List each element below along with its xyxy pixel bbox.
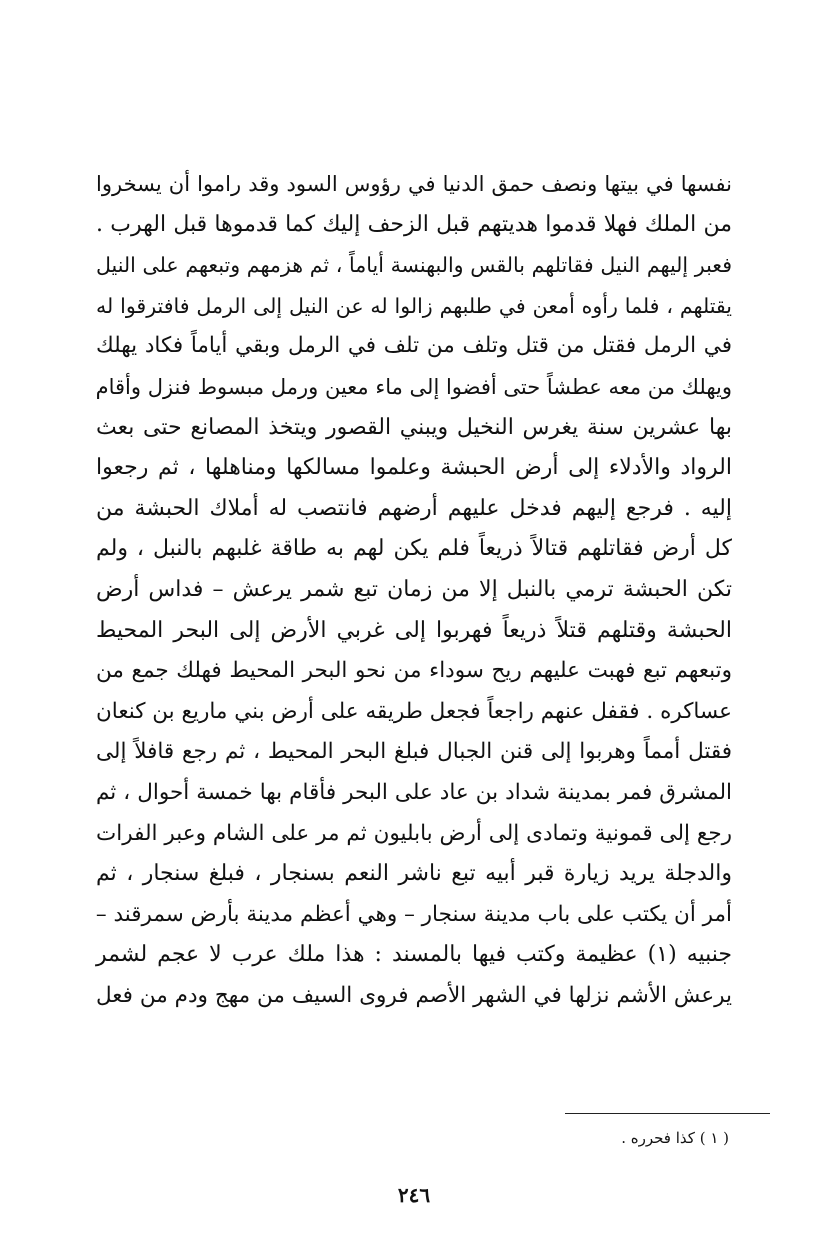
text-line: والدجلة يريد زيارة قبر أبيه تبع ناشر النعم بسنجار ، فبلغ سنجار ، ثم [96, 861, 732, 887]
footnote: ( ١ ) كذا فحرره . [621, 1129, 729, 1147]
text-line: الرواد والأدلاء إلى أرض الحبشة وعلموا مسالكها ومناهلها ، ثم رجعوا [96, 455, 732, 481]
footnote-divider [565, 1113, 770, 1114]
text-line: فقتل أمماً وهربوا إلى قنن الجبال فبلغ البحر المحيط ، ثم رجع قافلاً إلى [96, 739, 732, 765]
text-line: جنبيه (١) عظيمة وكتب فيها بالمسند : هذا ملك عرب لا عجم لشمر [96, 942, 733, 968]
text-line: كل أرض فقاتلهم قتالاً ذريعاً فلم يكن لهم به طاقة غلبهم بالنبل ، ولم [96, 536, 732, 562]
page-number: ٢٤٦ [397, 1183, 431, 1207]
text-line: الحبشة وقتلهم قتلاً ذريعاً فهربوا إلى غربي الأرض إلى البحر المحيط [96, 617, 732, 643]
text-line: يرعش الأشم نزلها في الشهر الأصم فروى السيف من مهج ودم من فعل [96, 982, 732, 1008]
text-line: بها عشرين سنة يغرس النخيل ويبني القصور ويتخذ المصانع حتى بعث [96, 414, 732, 440]
body-text [96, 164, 732, 1016]
text-line: فعبر إليهم النيل فقاتلهم بالقس والبهنسة أياماً ، ثم هزمهم وتبعهم على النيل [96, 253, 732, 278]
text-line: في الرمل فقتل من قتل وتلف من تلف في الرمل وبقي أياماً فكاد يهلك [96, 333, 732, 359]
text-line: المشرق فمر بمدينة شداد بن عاد على البحر فأقام بها خمسة أحوال ، ثم [96, 779, 732, 805]
text-line: من الملك فهلا قدموا هديتهم قبل الزحف إليك كما قدموها قبل الهرب . [96, 211, 732, 237]
text-line: أمر أن يكتب على باب مدينة سنجار – وهي أعظم مدينة بأرض سمرقند – [95, 901, 732, 927]
text-line: نفسها في بيتها ونصف حمق الدنيا في رؤوس السود وقد راموا أن يسخروا [96, 172, 732, 196]
text-line: إليه . فرجع إليهم فدخل عليهم أرضهم فانتصب له أملاك الحبشة من [96, 495, 732, 521]
text-line: عساكره . فقفل عنهم راجعاً فجعل طريقه على أرض بني ماريع بن كنعان [96, 698, 732, 724]
text-line: وتبعهم تبع فهبت عليهم ريح سوداء من نحو البحر المحيط فهلك جمع من [96, 658, 732, 684]
text-line: ويهلك من معه عطشاً حتى أفضوا إلى ماء معين ورمل مبسوط فنزل وأقام [95, 374, 732, 399]
text-line: يقتلهم ، فلما رأوه أمعن في طلبهم زالوا له عن النيل إلى الرمل فافترقوا له [96, 293, 732, 318]
text-line: رجع إلى قمونية وتمادى إلى أرض بابليون ثم مر على الشام وعبر الفرات [96, 820, 732, 846]
text-line: تكن الحبشة ترمي بالنبل إلا من زمان تبع شمر يرعش – فداس أرض [96, 576, 732, 602]
